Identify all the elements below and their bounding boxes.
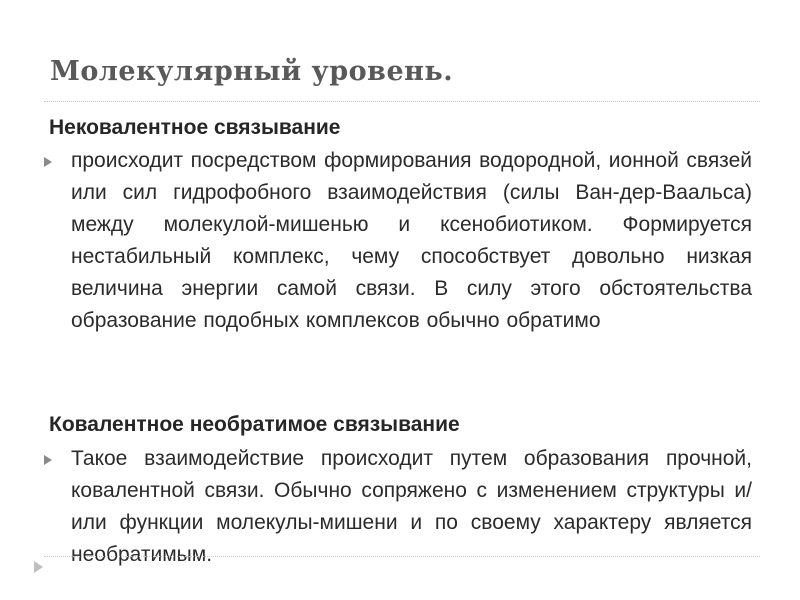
triangle-bullet-icon xyxy=(44,455,52,465)
slide-title: Молекулярный уровень. xyxy=(50,56,454,87)
section-heading-covalent: Ковалентное необратимое связывание xyxy=(49,413,460,436)
section-heading-noncovalent: Нековалентное связывание xyxy=(49,116,341,139)
section-text-noncovalent: происходит посредством формирования водородной, ионной связей или сил гидрофобного взаимодействия (силы Ван-дер-Ваальса) между молекулой-мишенью и ксенобиотиком. Формируется нестабильный комплекс, чему способствует довольно низкая величина энергии самой связи. В силу этого обстоятельства образование подобных комплексов обычно обратимо xyxy=(71,149,752,332)
footer-divider xyxy=(44,556,760,557)
triangle-bullet-icon xyxy=(44,157,52,167)
section-text-covalent: Такое взаимодействие происходит путем образования прочной, ковалентной связи. Обычно сопряжено с изменением структуры и/или функции молекулы-мишени и по своему характеру является необратимым. xyxy=(71,447,752,566)
triangle-arrow-icon xyxy=(34,561,43,573)
title-divider xyxy=(44,101,760,102)
